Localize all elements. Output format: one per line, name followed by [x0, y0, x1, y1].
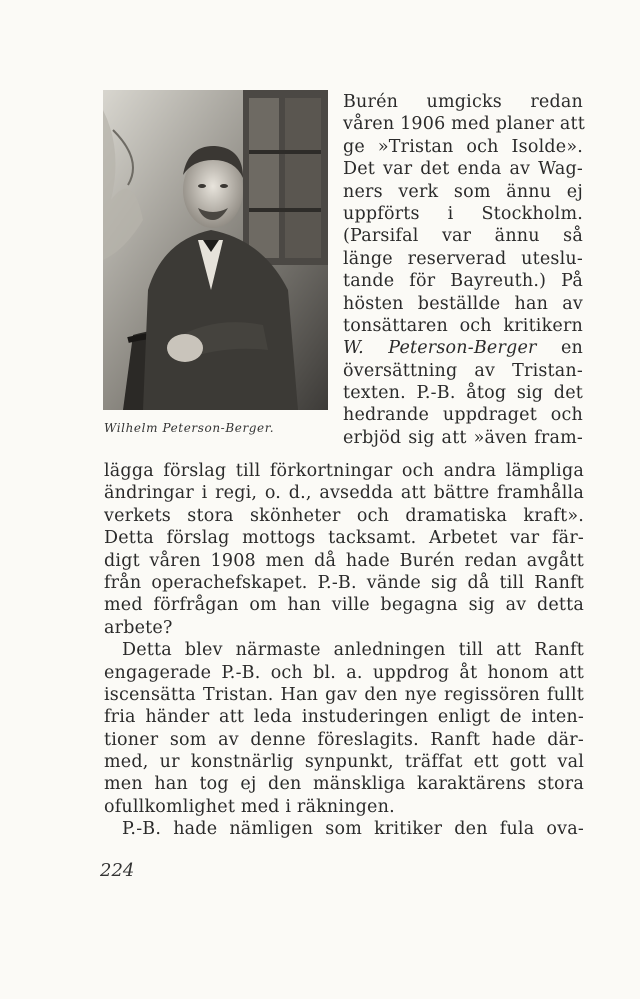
text-line: (Parsifal var ännu så	[343, 226, 583, 247]
text-line: Burén umgicks redan	[343, 92, 583, 112]
text-line: översättning av Tristan-	[343, 360, 583, 381]
text-line: från operachefskapet. P.-B. vände sig då till Ranft	[104, 572, 584, 593]
text-line: våren 1906 med planer att	[343, 114, 585, 135]
text-line: hedrande uppdraget och	[343, 405, 583, 426]
text-line: ändringar i regi, o. d., avsedda att bättre framhålla	[104, 483, 584, 504]
text-line: tande för Bayreuth.) På	[343, 271, 583, 292]
text-line: länge reserverad uteslu-	[343, 248, 583, 269]
portrait-photo	[103, 90, 328, 410]
text-line: ofullkomlighet med i räkningen.	[104, 796, 395, 817]
text-line: digt våren 1908 men då hade Burén redan avgått	[104, 550, 584, 571]
text-line: Det var det enda av Wag-	[343, 159, 583, 180]
text-line: lägga förslag till förkortningar och andra lämpliga	[104, 461, 584, 481]
text-fragment: en	[560, 338, 583, 359]
text-line: engagerade P.-B. och bl. a. uppdrog åt honom att	[104, 662, 584, 683]
text-line: hösten beställde han av	[343, 293, 583, 314]
text-line: arbete?	[104, 617, 173, 638]
text-line: med, ur konstnärlig synpunkt, träffat ett gott val	[104, 752, 584, 773]
text-line: erbjöd sig att »även fram-	[343, 427, 583, 448]
text-line: tonsättaren och kritikern	[343, 315, 583, 336]
text-line: P.-B. hade nämligen som kritiker den fula ova-	[122, 819, 584, 840]
text-line: texten. P.-B. åtog sig det	[343, 383, 583, 404]
translator-name: W. Peterson-Berger	[343, 338, 537, 359]
text-line-with-name	[343, 337, 583, 359]
text-line: uppförts i Stockholm.	[343, 203, 583, 224]
text-line: men han tog ej den mänskliga karaktärens stora	[104, 774, 584, 795]
text-line: iscensätta Tristan. Han gav den nye regissören fullt	[104, 684, 584, 705]
text-line: Detta blev närmaste anledningen till att Ranft	[122, 640, 584, 661]
text-line: ge »Tristan och Isolde».	[343, 136, 583, 157]
photo-caption: Wilhelm Peterson-Berger.	[104, 421, 275, 435]
text-line: tioner som av denne föreslagits. Ranft hade där-	[104, 729, 584, 750]
text-line: Detta förslag mottogs tacksamt. Arbetet var fär-	[104, 528, 584, 549]
page-number: 224	[100, 860, 135, 881]
full-width-text	[104, 460, 584, 841]
text-line: fria händer att leda instuderingen enligt de inten-	[104, 707, 584, 728]
portrait-image	[103, 90, 328, 410]
side-column-text	[343, 91, 583, 449]
text-line: ners verk som ännu ej	[343, 181, 583, 202]
text-line: verkets stora skönheter och dramatiska kraft».	[104, 505, 584, 526]
text-line: med förfrågan om han ville begagna sig av detta	[104, 595, 584, 616]
